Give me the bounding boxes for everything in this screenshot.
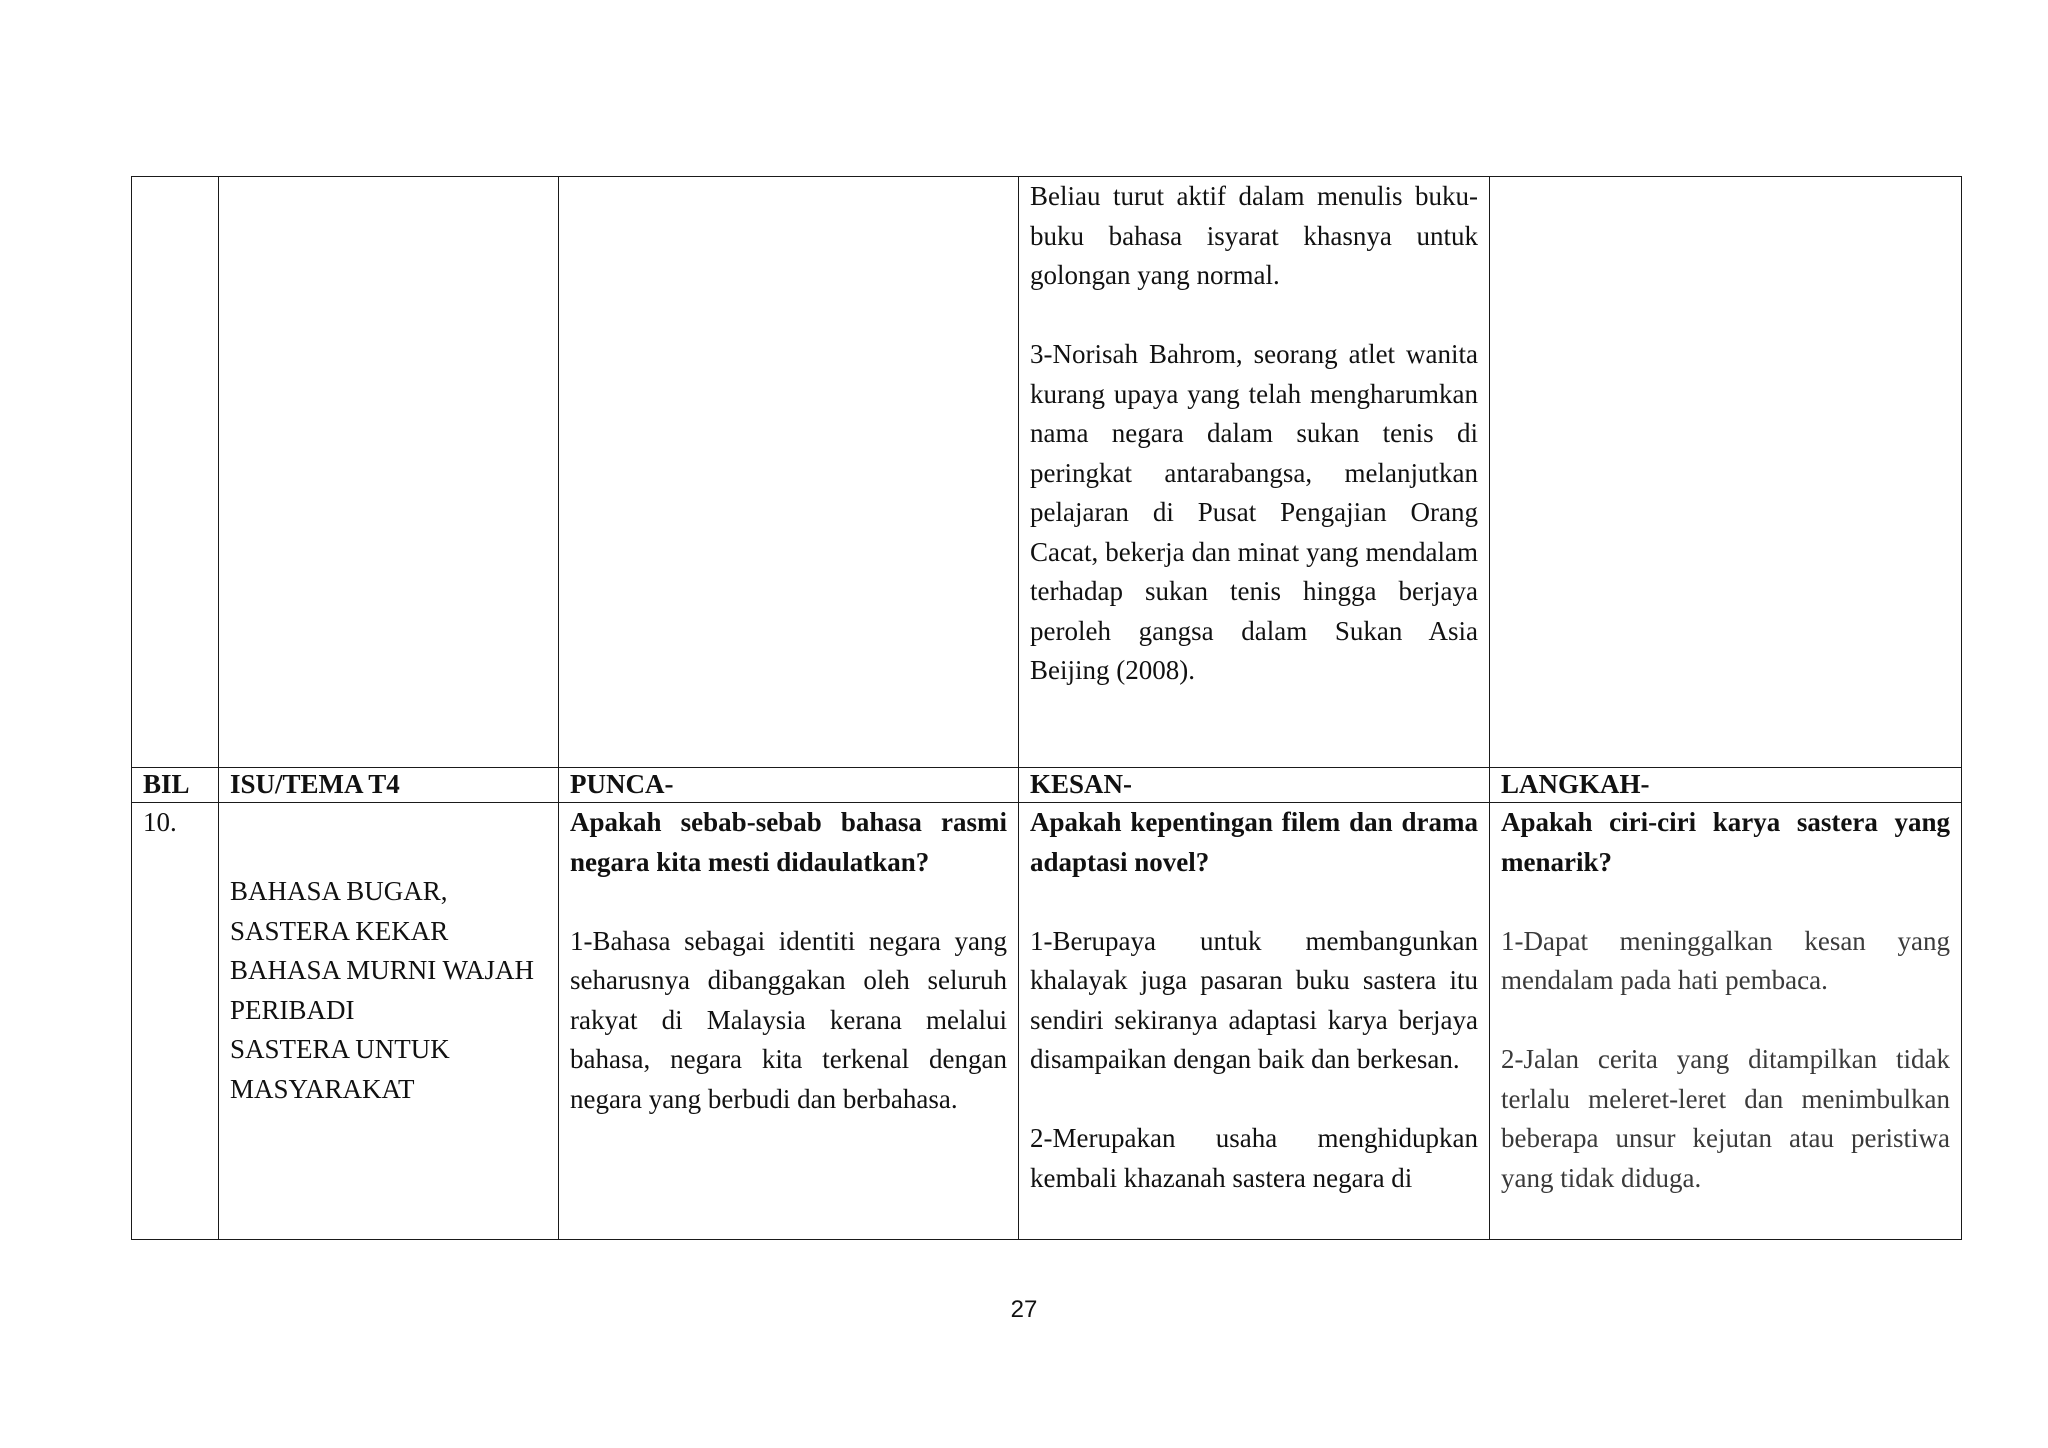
header-isu: ISU/TEMA T4 [219,768,559,803]
isu-line: BAHASA MURNI WAJAH [230,955,535,985]
kesan-point-1: 1-Berupaya untuk membangunkan khalayak juga pasaran buku sastera itu sendiri sekiranya adaptasi karya berjaya disampaikan dengan baik dan berkesan. [1030,925,1478,1074]
header-kesan: KESAN- [1019,768,1490,803]
cont-langkah-cell [1490,177,1962,768]
kesan-question: Apakah kepentingan filem dan drama adaptasi novel? [1030,807,1478,877]
cont-kesan-cell [1019,177,1490,768]
header-punca: PUNCA- [559,768,1019,803]
page-number: 27 [1010,1296,1038,1323]
isu-line: SASTERA UNTUK [230,1034,450,1064]
cont-kesan-paragraph-1: Beliau turut aktif dalam menulis buku-buku bahasa isyarat khasnya untuk golongan yang normal. [1030,181,1478,290]
continuation-row [132,177,1962,768]
isu-line: MASYARAKAT [230,1073,415,1104]
isu-line: SASTERA KEKAR [230,915,449,946]
header-row [132,768,1962,803]
isu-line: PERIBADI [230,994,355,1025]
cont-kesan-paragraph-2: 3-Norisah Bahrom, seorang atlet wanita kurang upaya yang telah mengharumkan nama negara dalam sukan tenis di peringkat antarabangsa, melanjutkan pelajaran di Pusat Pengajian Orang Cacat, bekerja dan minat yang mendalam terhadap sukan tenis hingga berjaya peroleh gangsa dalam Sukan Asia Beijing (2008). [1030,339,1478,685]
cont-isu-cell [219,177,559,768]
row10-langkah-cell [1490,803,1962,1240]
row10-isu-cell [219,803,559,1240]
row10-punca-cell [559,803,1019,1240]
langkah-point-2: 2-Jalan cerita yang ditampilkan tidak terlalu meleret-leret dan menimbulkan beberapa unsur kejutan atau peristiwa yang tidak diduga. [1501,1044,1950,1193]
notes-table [131,176,1962,1240]
row10-bil: 10. [132,803,219,1240]
cont-punca-cell [559,177,1019,768]
row-10 [132,803,1962,1240]
punca-question: Apakah sebab-sebab bahasa rasmi negara kita mesti didaulatkan? [570,807,1007,877]
header-bil: BIL [132,768,219,803]
cont-bil-cell [132,177,219,768]
header-langkah: LANGKAH- [1490,768,1962,803]
langkah-point-1: 1-Dapat meninggalkan kesan yang mendalam pada hati pembaca. [1501,925,1950,995]
langkah-question: Apakah ciri-ciri karya sastera yang menarik? [1501,807,1950,877]
punca-point-1: 1-Bahasa sebagai identiti negara yang seharusnya dibanggakan oleh seluruh rakyat di Malaysia kerana melalui bahasa, negara kita terkenal dengan negara yang berbudi dan berbahasa. [570,925,1007,1114]
row10-kesan-cell [1019,803,1490,1240]
isu-line: BAHASA BUGAR, [230,876,448,906]
isu-theme-list [230,872,547,1109]
kesan-point-2: 2-Merupakan usaha menghidupkan kembali khazanah sastera negara di [1030,1123,1478,1193]
